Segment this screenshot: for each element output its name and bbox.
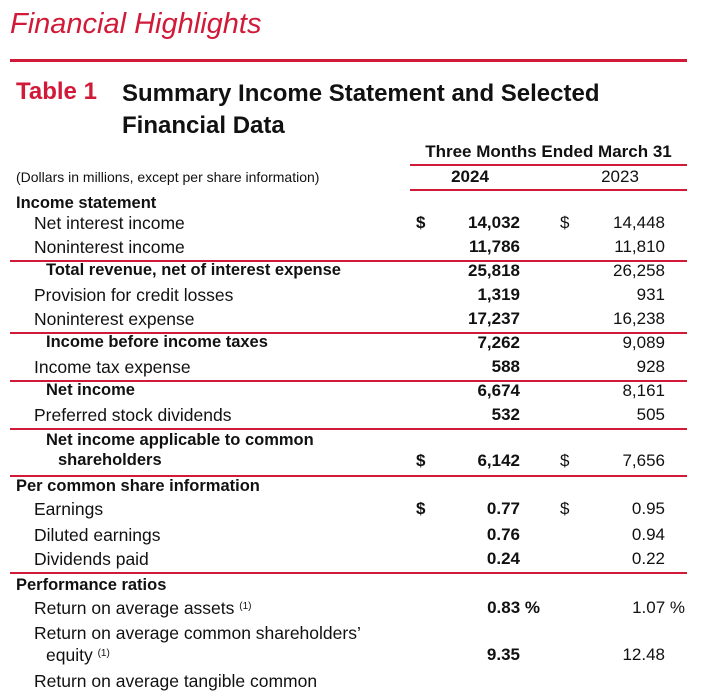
value-2023: 928: [636, 357, 665, 376]
table-row: [0, 645, 715, 669]
value-2023: 0.95: [631, 499, 665, 518]
row-label: Diluted earnings: [34, 525, 161, 545]
table-row: [0, 549, 715, 573]
value-2024: 9.35: [486, 645, 520, 664]
table-row: [0, 623, 715, 647]
row-label: Return on average tangible common: [34, 671, 318, 691]
value-2023: 931: [636, 285, 665, 304]
dollar-sign: $: [416, 213, 426, 232]
table-row: [0, 381, 715, 405]
row-label: Income before income taxes: [46, 333, 268, 351]
header-rule: [10, 59, 687, 62]
row-label-text: equity: [46, 645, 93, 665]
table-row: [0, 357, 715, 381]
row-label-text: Return on average assets: [34, 598, 235, 618]
period-rule: [410, 164, 687, 166]
value-2023: 1.07 %: [632, 598, 685, 617]
value-2023: 0.22: [631, 549, 665, 568]
value-2024: 0.76: [486, 525, 520, 544]
table-row: [0, 499, 715, 523]
row-label: [34, 598, 252, 619]
value-2024: 6,142: [477, 451, 520, 470]
row-label: Income tax expense: [34, 357, 191, 377]
dollar-sign: $: [560, 451, 570, 470]
value-2023: 14,448: [613, 213, 665, 232]
section-per-share: Per common share information: [16, 477, 260, 495]
value-2023: 11,810: [614, 237, 665, 256]
value-2024: 0.77: [486, 499, 520, 518]
table-label: Table 1: [16, 78, 97, 105]
value-2023: 16,238: [613, 309, 665, 328]
dollar-sign: $: [416, 499, 426, 518]
value-2024: 6,674: [477, 381, 520, 400]
dollar-sign: $: [560, 213, 570, 232]
table-row: [0, 451, 715, 475]
table-row: [0, 598, 715, 622]
row-label: Net income applicable to common: [46, 431, 314, 449]
table-row: [0, 285, 715, 309]
table-row: [0, 333, 715, 357]
value-2024: 0.83 %: [487, 598, 540, 617]
period-header: Three Months Ended March 31: [425, 142, 672, 161]
value-2024: 1,319: [477, 285, 520, 304]
value-2024: 532: [491, 405, 520, 424]
year-rule: [410, 189, 687, 191]
row-rule: [10, 428, 687, 430]
value-2023: 505: [636, 405, 665, 424]
value-2023: 9,089: [622, 333, 665, 352]
value-2024: 17,237: [468, 309, 520, 328]
table-row: [0, 309, 715, 333]
footnote-ref: (1): [97, 648, 110, 659]
value-2023: 0.94: [631, 525, 665, 544]
table-caption: (Dollars in millions, except per share information): [16, 169, 320, 185]
value-2023: 7,656: [622, 451, 665, 470]
row-label: [46, 645, 110, 666]
value-2024: 11,786: [468, 237, 520, 256]
section-income-statement: Income statement: [16, 194, 157, 212]
table-row: [0, 213, 715, 237]
row-label: Net interest income: [34, 213, 185, 233]
row-label: Noninterest expense: [34, 309, 195, 329]
row-rule: [10, 572, 687, 574]
table-row: [0, 261, 715, 285]
footnote-ref: (1): [239, 601, 252, 612]
table-title: Summary Income Statement and Selected Financial Data: [122, 80, 600, 139]
value-2023: 8,161: [622, 381, 665, 400]
row-label: Return on average common shareholders’: [34, 623, 361, 643]
table-row: [0, 671, 715, 695]
header-title: Financial Highlights: [10, 8, 262, 40]
row-label: Noninterest income: [34, 237, 185, 257]
row-label: shareholders: [58, 451, 162, 469]
year-prior: 2023: [601, 167, 639, 186]
table-row: [0, 237, 715, 261]
row-label: Earnings: [34, 499, 104, 519]
row-label: Dividends paid: [34, 549, 149, 569]
value-2024: 14,032: [468, 213, 520, 232]
row-label: Provision for credit losses: [34, 285, 234, 305]
year-current: 2024: [451, 167, 489, 186]
dollar-sign: $: [560, 499, 570, 518]
value-2024: 25,818: [468, 261, 520, 280]
table-row: [0, 405, 715, 429]
row-label: Preferred stock dividends: [34, 405, 232, 425]
row-label: Net income: [46, 381, 135, 399]
value-2024: 0.24: [486, 549, 520, 568]
value-2023: 12.48: [622, 645, 665, 664]
value-2024: 7,262: [477, 333, 520, 352]
table-row: [0, 525, 715, 549]
dollar-sign: $: [416, 451, 426, 470]
value-2023: 26,258: [613, 261, 665, 280]
row-label: Total revenue, net of interest expense: [46, 261, 341, 279]
value-2024: 588: [491, 357, 520, 376]
section-performance-ratios: Performance ratios: [16, 576, 167, 594]
